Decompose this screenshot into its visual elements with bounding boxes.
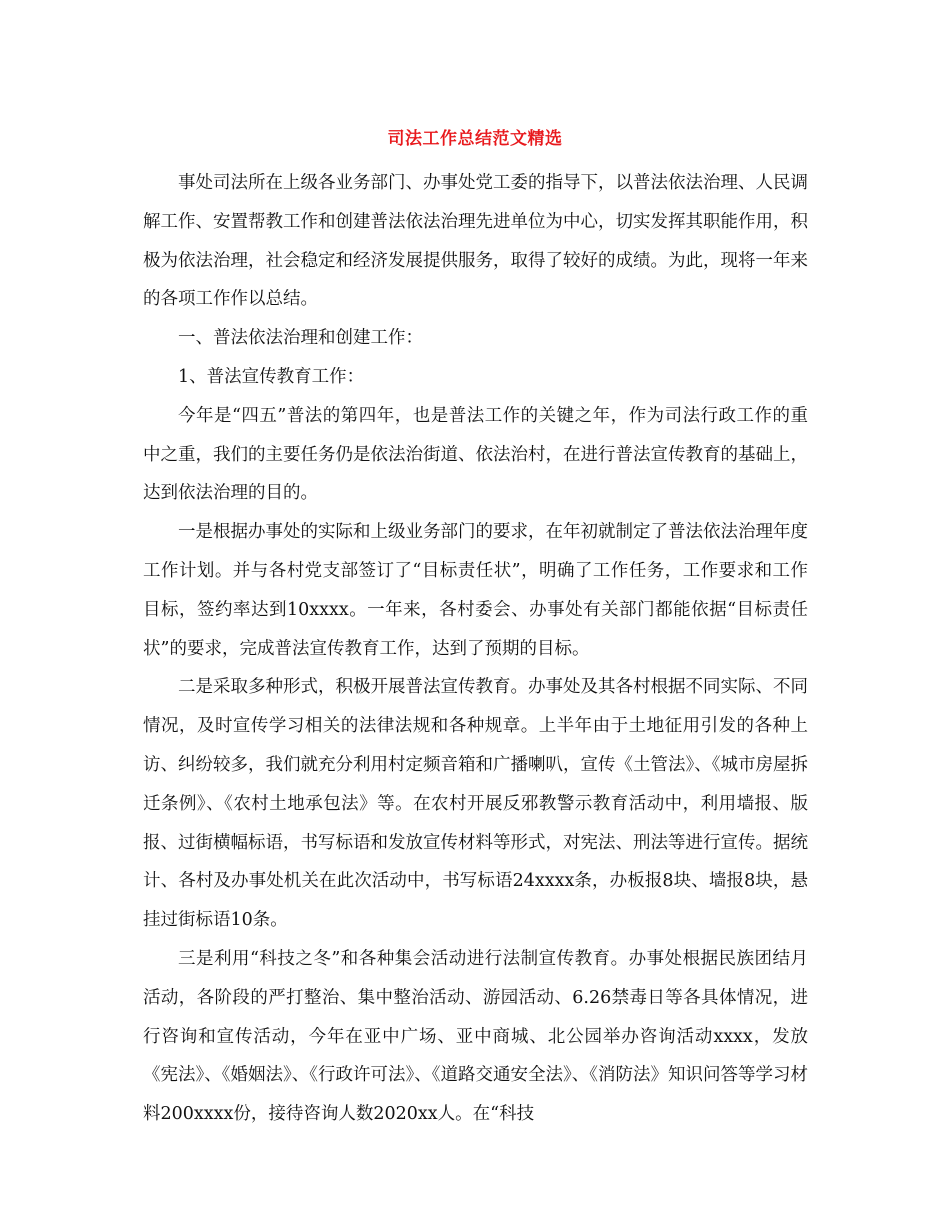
paragraph-point-one: 一是根据办事处的实际和上级业务部门的要求，在年初就制定了普法依法治理年度工作计划。并与各村党支部签订了“目标责任状”，明确了工作任务，工作要求和工作目标，签约率达到10xxxx。一年来，各村委会、办事处有关部门都能依据“目标责任状”的要求，完成普法宣传教育工作，达到了预期的目标。 [143, 522, 808, 659]
document-body [143, 164, 808, 1134]
document-title: 司法工作总结范文精选 [387, 129, 563, 149]
paragraph-overview: 今年是“四五”普法的第四年，也是普法工作的关键之年，作为司法行政工作的重中之重，我们的主要任务仍是依法治街道、依法治村，在进行普法宣传教育的基础上，达到依法治理的目的。 [143, 405, 808, 504]
paragraph-point-three: 三是利用“科技之冬”和各种集会活动进行法制宣传教育。办事处根据民族团结月活动，各阶段的严打整治、集中整治活动、游园活动、6.26禁毒日等各具体情况，进行咨询和宣传活动，今年在亚中广场、亚中商城、北公园举办咨询活动xxxx，发放《宪法》、《婚姻法》、《行政许可法》、《道路交通安全法》、《消防法》知识问答等学习材料200xxxx份，接待咨询人数2020xx人。在“科技 [143, 948, 808, 1125]
section-heading-1: 一、普法依法治理和创建工作： [178, 328, 423, 349]
paragraph-point-two: 二是采取多种形式，积极开展普法宣传教育。办事处及其各村根据不同实际、不同情况，及时宣传学习相关的法律法规和各种规章。上半年由于土地征用引发的各种上访、纠纷较多，我们就充分利用村定频音箱和广播喇叭，宣传《土管法》、《城市房屋拆迁条例》、《农村土地承包法》等。在农村开展反邪教警示教育活动中，利用墙报、版报、过街横幅标语，书写标语和发放宣传材料等形式，对宪法、刑法等进行宣传。据统计、各村及办事处机关在此次活动中，书写标语24xxxx条，办板报8块、墙报8块，悬挂过街标语10条。 [143, 677, 808, 931]
subsection-heading-1: 1、普法宣传教育工作： [178, 366, 365, 387]
paragraph-intro: 事处司法所在上级各业务部门、办事处党工委的指导下，以普法依法治理、人民调解工作、安置帮教工作和创建普法依法治理先进单位为中心，切实发挥其职能作用，积极为依法治理，社会稳定和经济发展提供服务，取得了较好的成绩。为此，现将一年来的各项工作作以总结。 [143, 173, 808, 310]
